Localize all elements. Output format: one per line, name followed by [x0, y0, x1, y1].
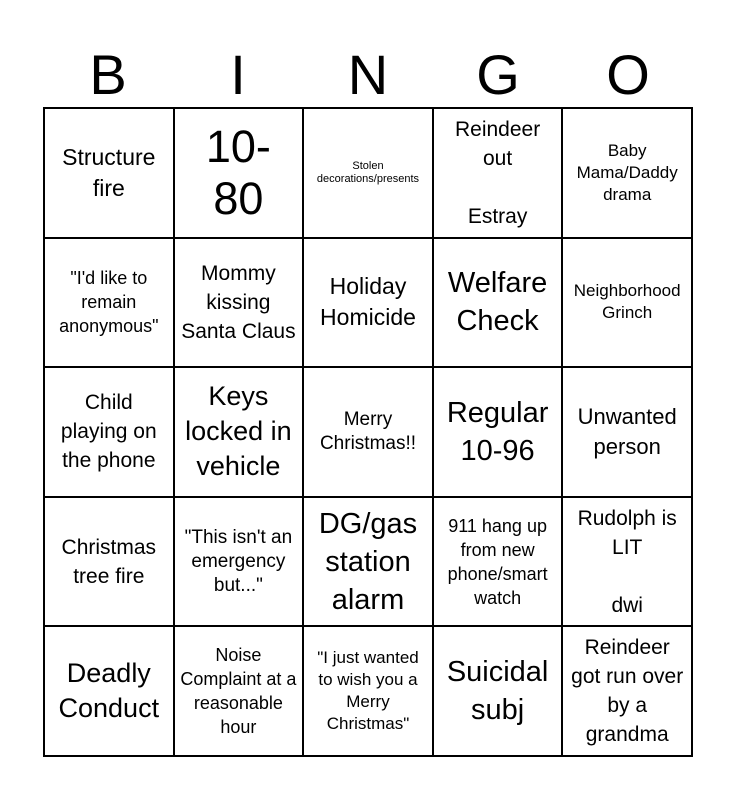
header-letter-n: N — [347, 43, 389, 106]
bingo-cell[interactable] — [303, 626, 433, 756]
cell-text: Mommy kissing Santa Claus — [181, 261, 296, 343]
bingo-cell[interactable] — [44, 367, 174, 497]
cell-text: DG/gas station alarm — [318, 507, 418, 616]
cell-text: Merry Christmas!! — [319, 408, 417, 454]
bingo-cell[interactable] — [44, 108, 174, 238]
cell-text: Structure fire — [62, 143, 156, 201]
cell-text: 10- 80 — [205, 120, 271, 224]
cell-text: Noise Complaint at a reasonable hour — [180, 645, 297, 738]
cell-text: Unwanted person — [577, 403, 677, 459]
cell-text: "I'd like to remain anonymous" — [59, 268, 159, 337]
bingo-header — [43, 44, 693, 106]
bingo-cell[interactable] — [433, 108, 563, 238]
bingo-cell[interactable] — [174, 497, 304, 627]
cell-text: Christmas tree fire — [61, 535, 157, 588]
cell-text: Suicidal subj — [446, 656, 549, 727]
bingo-cell[interactable] — [303, 367, 433, 497]
cell-text: Welfare Check — [447, 267, 548, 338]
cell-text: 911 hang up from new phone/smart watch — [447, 515, 548, 608]
header-letter-o: O — [606, 43, 650, 106]
bingo-cell[interactable] — [44, 238, 174, 368]
bingo-cell[interactable] — [562, 367, 692, 497]
bingo-cell[interactable] — [562, 108, 692, 238]
bingo-cell[interactable] — [562, 626, 692, 756]
bingo-cell[interactable] — [303, 497, 433, 627]
cell-text: "This isn't an emergency but..." — [184, 526, 293, 596]
cell-text: Reindeer got run over by a grandma — [571, 636, 684, 747]
bingo-cell[interactable] — [174, 108, 304, 238]
header-letter-i: I — [230, 43, 246, 106]
bingo-cell[interactable] — [433, 367, 563, 497]
cell-text: Holiday Homicide — [320, 273, 416, 331]
cell-text: Keys locked in vehicle — [185, 381, 292, 482]
bingo-cell[interactable] — [303, 108, 433, 238]
bingo-cell[interactable] — [303, 238, 433, 368]
bingo-cell[interactable] — [433, 626, 563, 756]
bingo-cell[interactable] — [433, 497, 563, 627]
cell-text: Baby Mama/Daddy drama — [576, 140, 678, 204]
bingo-grid — [43, 107, 693, 757]
bingo-cell[interactable] — [433, 238, 563, 368]
cell-text: Reindeer out Estray — [454, 117, 541, 228]
cell-text: Stolen decorations/presents — [316, 159, 420, 185]
cell-text: "I just wanted to wish you a Merry Christmas" — [317, 648, 419, 734]
cell-text: Child playing on the phone — [60, 391, 157, 473]
cell-text: Neighborhood Grinch — [573, 281, 681, 323]
cell-text: Regular 10-96 — [446, 396, 549, 467]
bingo-cell[interactable] — [44, 626, 174, 756]
bingo-cell[interactable] — [174, 626, 304, 756]
bingo-cell[interactable] — [562, 497, 692, 627]
bingo-cell[interactable] — [174, 367, 304, 497]
bingo-cell[interactable] — [44, 497, 174, 627]
cell-text: Rudolph is LIT dwi — [577, 506, 677, 617]
header-letter-b: B — [89, 43, 127, 106]
cell-text: Deadly Conduct — [58, 658, 160, 724]
header-letter-g: G — [476, 43, 520, 106]
bingo-cell[interactable] — [562, 238, 692, 368]
bingo-cell[interactable] — [174, 238, 304, 368]
